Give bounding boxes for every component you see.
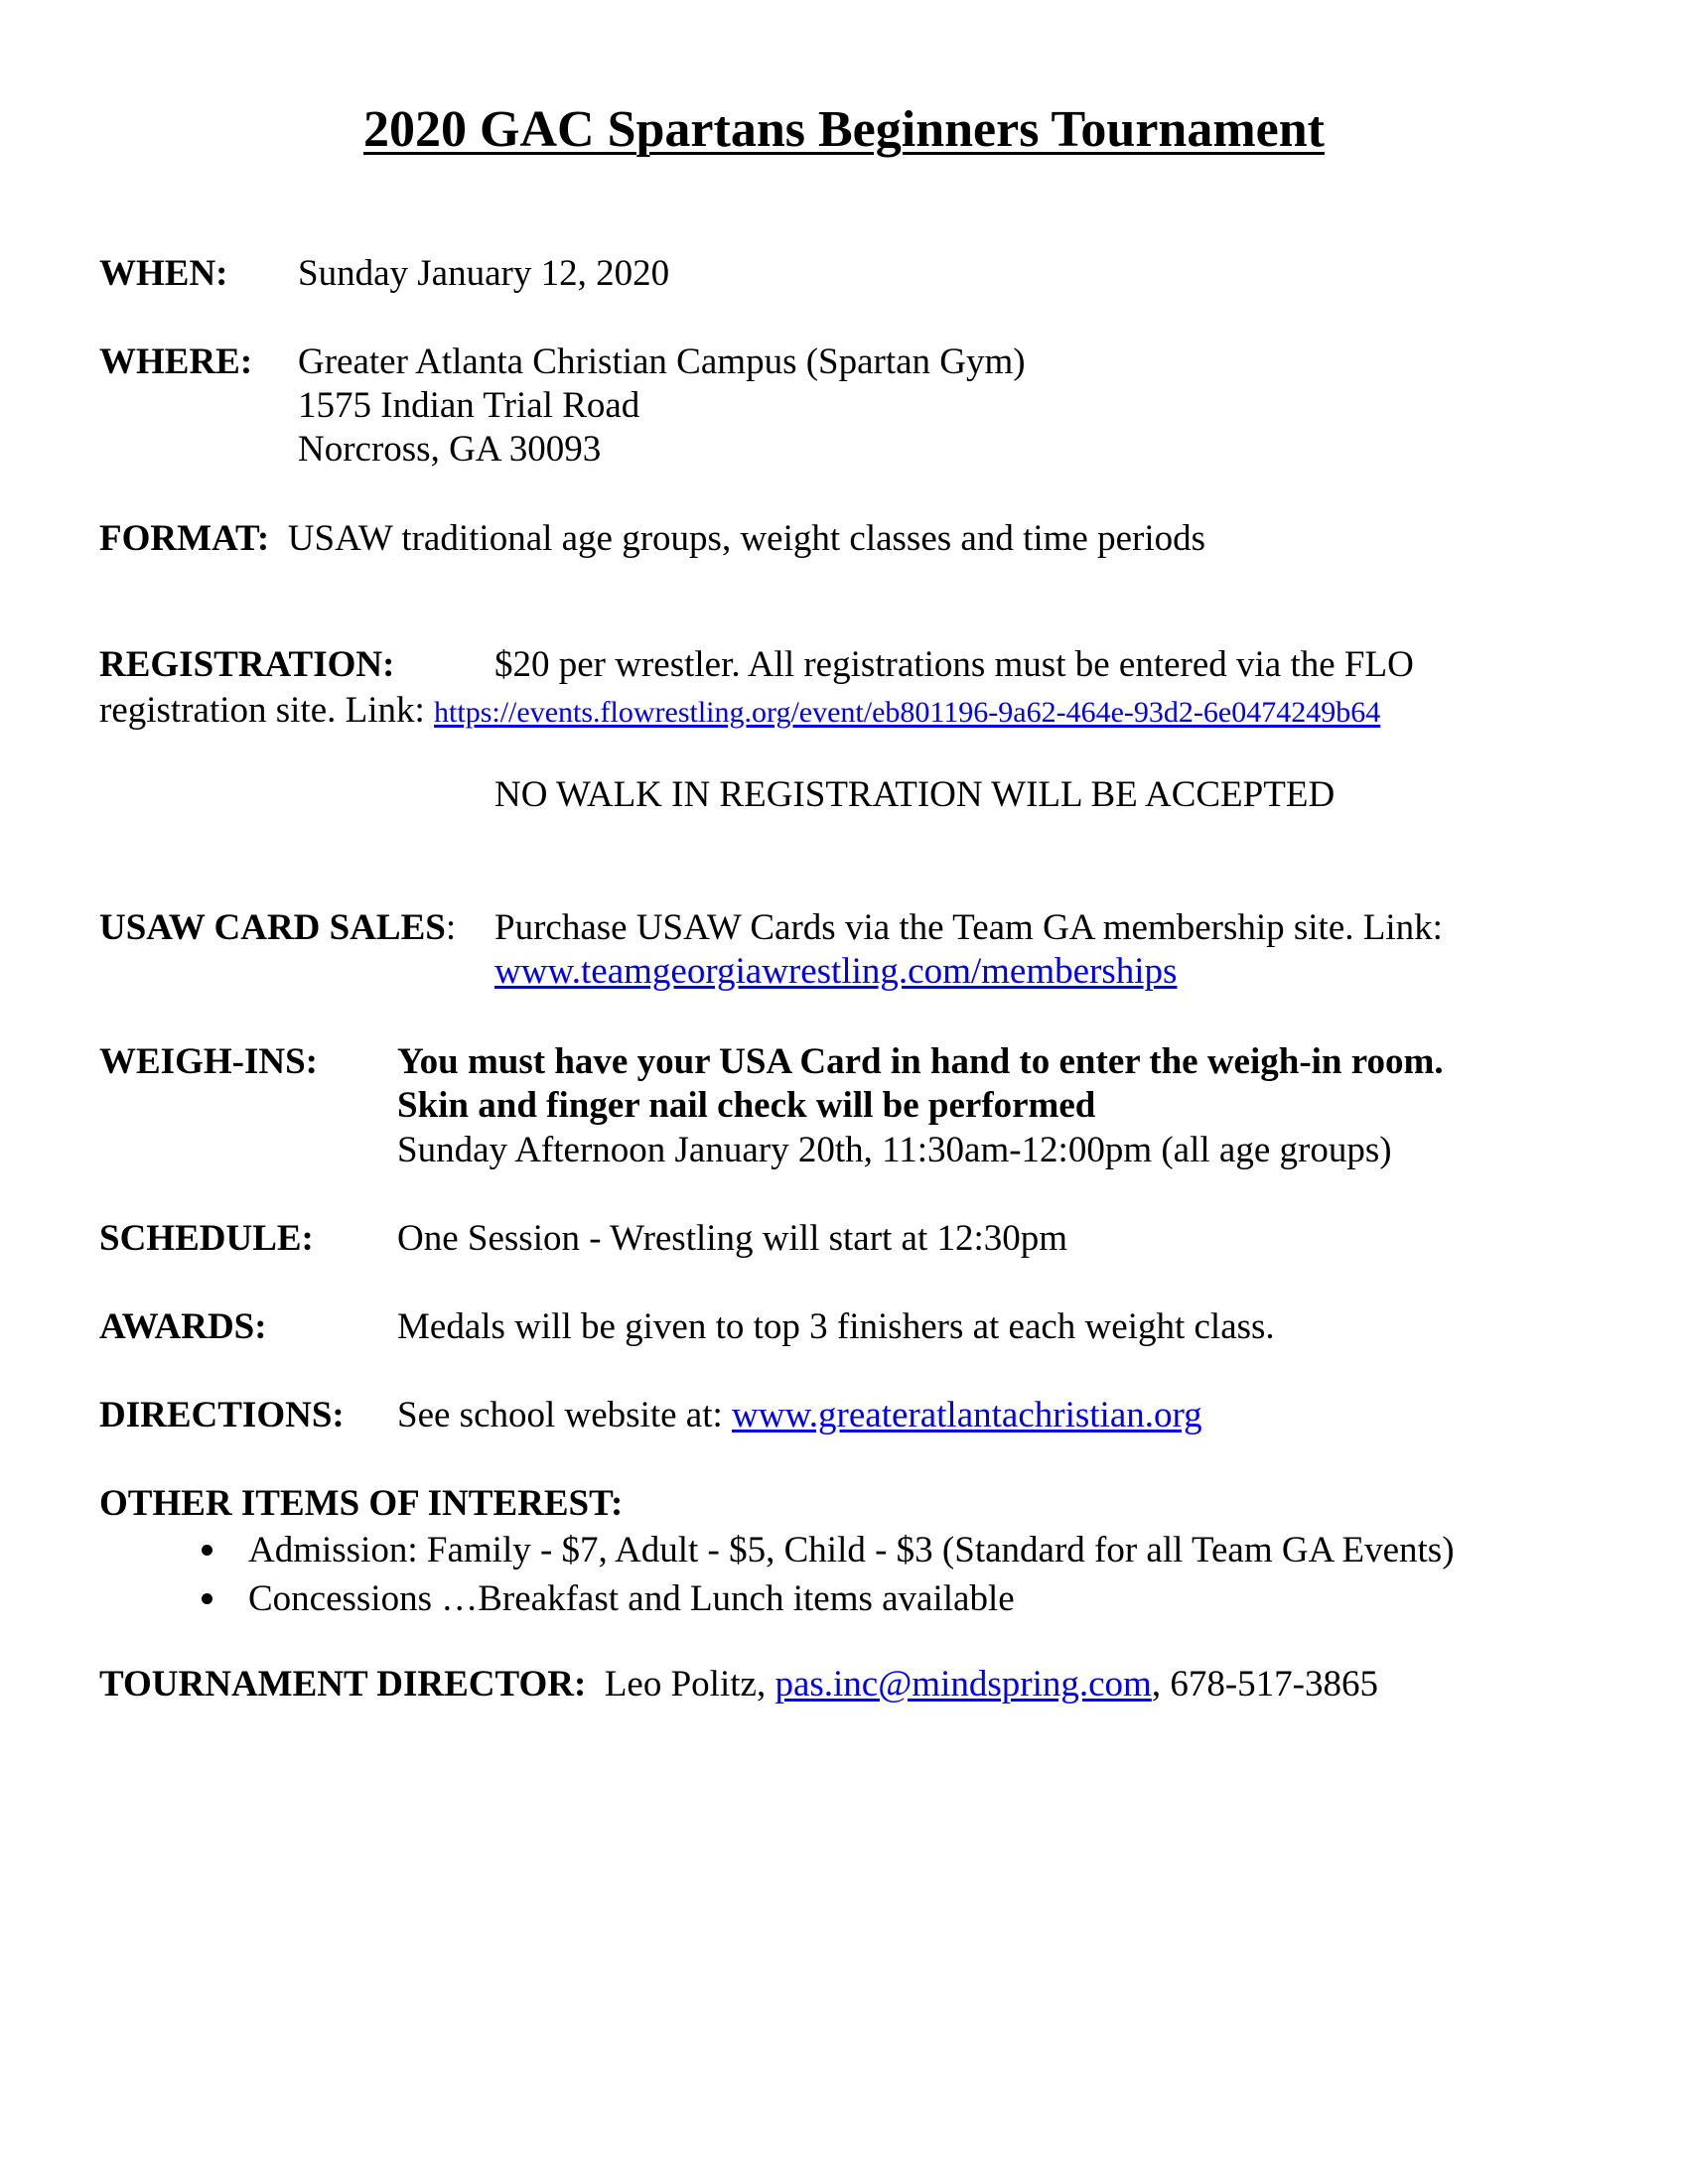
weigh-ins-line-1: You must have your USA Card in hand to enter the weigh-in room.: [397, 1041, 1444, 1082]
usaw-card-sales-text: Purchase USAW Cards via the Team GA membership site. Link:: [494, 907, 1443, 948]
usaw-card-sales-label: USAW CARD SALES: [99, 907, 446, 948]
schedule-value: One Session - Wrestling will start at 12:30pm: [397, 1218, 1068, 1259]
director-email-link[interactable]: pas.inc@mindspring.com: [774, 1664, 1152, 1705]
registration-line-2: [99, 689, 1380, 733]
tournament-director-name: Leo Politz,: [604, 1664, 767, 1705]
where-label: WHERE:: [99, 341, 253, 382]
awards-label: AWARDS:: [99, 1306, 267, 1347]
directions-row: [397, 1394, 1202, 1437]
awards-value: Medals will be given to top 3 finishers at each weight class.: [397, 1306, 1275, 1347]
format-row: [99, 517, 1205, 561]
tournament-director-label: TOURNAMENT DIRECTOR:: [99, 1664, 587, 1705]
directions-label: DIRECTIONS:: [99, 1395, 345, 1435]
usaw-card-sales-colon: :: [445, 907, 457, 948]
tournament-director-row: [99, 1663, 1378, 1706]
page-title: 2020 GAC Spartans Beginners Tournament: [363, 101, 1325, 158]
other-item-concessions: Concessions …Breakfast and Lunch items available: [248, 1578, 1015, 1619]
when-value: Sunday January 12, 2020: [298, 253, 670, 294]
weigh-ins-label: WEIGH-INS:: [99, 1041, 318, 1082]
where-line-1: Greater Atlanta Christian Campus (Spartan Gym): [298, 341, 1026, 382]
bullet-icon: [202, 1593, 212, 1604]
weigh-ins-line-2: Skin and finger nail check will be performed: [397, 1085, 1096, 1126]
tournament-director-phone: , 678-517-3865: [1151, 1664, 1378, 1705]
when-label: WHEN:: [99, 253, 228, 294]
directions-text: See school website at:: [397, 1395, 723, 1435]
other-items-label: OTHER ITEMS OF INTEREST:: [99, 1483, 624, 1524]
format-label: FORMAT:: [99, 518, 270, 559]
school-website-link[interactable]: www.greateratlantachristian.org: [732, 1395, 1202, 1435]
where-line-2: 1575 Indian Trial Road: [298, 385, 640, 426]
format-value: USAW traditional age groups, weight classes and time periods: [287, 518, 1206, 559]
usaw-card-sales-label-row: [99, 906, 456, 950]
other-item-admission: Admission: Family - $7, Adult - $5, Child - $3 (Standard for all Team GA Events): [248, 1530, 1455, 1570]
registration-label: REGISTRATION:: [99, 644, 395, 685]
weigh-ins-line-3: Sunday Afternoon January 20th, 11:30am-12:00pm (all age groups): [397, 1130, 1392, 1170]
registration-notice: NO WALK IN REGISTRATION WILL BE ACCEPTED: [494, 774, 1336, 815]
where-line-3: Norcross, GA 30093: [298, 429, 602, 470]
bullet-icon: [202, 1545, 212, 1556]
usaw-membership-link[interactable]: www.teamgeorgiawrestling.com/memberships: [494, 951, 1178, 992]
schedule-label: SCHEDULE:: [99, 1218, 314, 1259]
registration-link[interactable]: https://events.flowrestling.org/event/eb801196-9a62-464e-93d2-6e0474249b64: [434, 696, 1381, 729]
registration-text-2: registration site. Link:: [99, 690, 425, 731]
registration-text-1: $20 per wrestler. All registrations must be entered via the FLO: [494, 644, 1414, 685]
